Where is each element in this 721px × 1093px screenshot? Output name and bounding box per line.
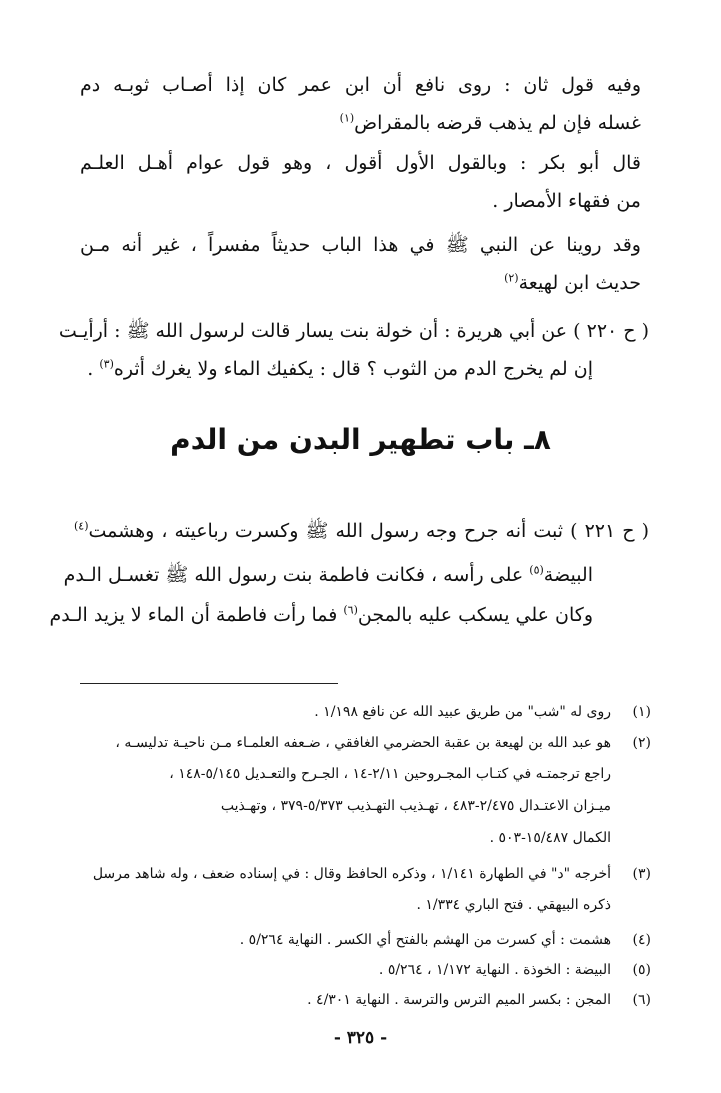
footnote-ref-4[interactable]: (٤) xyxy=(74,519,89,533)
body-line-1 xyxy=(80,70,641,100)
footnote-ref-2[interactable]: (٢) xyxy=(504,271,519,285)
body-line-5-text: وقد روينا عن النبي ﷺ في هذا الباب حديثاً مفسراً ، غير أنه مـن xyxy=(80,234,641,256)
body-line-3 xyxy=(80,148,641,178)
footnote-2-text-line-1: هو عبد الله بن لهيعة بن عقبة الحضرمي الغافقي ، ضـعفه العلمـاء مـن ناحيـة تدليسـه ، xyxy=(115,735,611,751)
footnote-1-text: روى له "شب" من طريق عبيد الله عن نافع ١/١٩٨ . xyxy=(314,704,611,720)
footnote-2-line-2: راجع ترجمتـه في كتـاب المجـروحين ٢/١١-١٤ ، الجـرح والتعـديل ٥/١٤٥-١٤٨ ، xyxy=(169,766,611,782)
footnote-5-text: البيضة : الخوذة . النهاية ١/١٧٢ ، ٥/٢٦٤ . xyxy=(378,962,611,978)
body-line-9 xyxy=(74,516,649,546)
footnote-3-line-2: ذكره البيهقي . فتح الباري ١/٣٣٤ . xyxy=(416,897,611,913)
footnote-1-number: (١) xyxy=(632,704,651,720)
footnote-3-number: (٣) xyxy=(632,866,651,882)
footnote-separator xyxy=(80,683,338,684)
footnote-2-line-4: الكمال ١٥/٤٨٧-٥٠٣ . xyxy=(489,830,611,846)
body-line-11 xyxy=(49,600,593,630)
body-line-10-pre: البيضة xyxy=(543,564,593,586)
footnote-5 xyxy=(72,958,651,982)
body-line-10-text: على رأسه ، فكانت فاطمة بنت رسول الله ﷺ تغسـل الـدم xyxy=(63,564,530,586)
footnote-ref-5[interactable]: (٥) xyxy=(529,563,544,577)
footnote-3 xyxy=(72,862,651,886)
footnote-ref-1[interactable]: (١) xyxy=(339,111,355,125)
body-line-8-text: إن لم يخرج الدم من الثوب ؟ قال : يكفيك الماء ولا يغرك أثره xyxy=(113,358,593,380)
chapter-heading: ٨ـ باب تطهير البدن من الدم xyxy=(170,423,551,456)
body-line-8 xyxy=(80,354,593,384)
footnote-2 xyxy=(72,731,651,755)
body-line-7-text: ( ح ٢٢٠ ) عن أبي هريرة : أن خولة بنت يسار قالت لرسول الله ﷺ : أرأيـت xyxy=(58,320,649,342)
footnote-6-text: المجن : بكسر الميم الترس والترسة . النهاية ٤/٣٠١ . xyxy=(307,992,611,1008)
body-line-1-text: وفيه قول ثان : روى نافع أن ابن عمر كان إذا أصـاب ثوبـه دم xyxy=(80,74,641,96)
footnote-2-line-3: ميـزان الاعتـدال ٢/٤٧٥-٤٨٣ ، تهـذيب التهـذيب ٥/٣٧٣-٣٧٩ ، وتهـذيب xyxy=(220,798,611,814)
body-line-4-text: من فقهاء الأمصار . xyxy=(492,190,641,212)
footnote-4-text: هشمت : أي كسرت من الهشم بالفتح أي الكسر . النهاية ٥/٢٦٤ . xyxy=(239,932,611,948)
page-number: - ٣٢٥ - xyxy=(333,1028,388,1048)
footnote-6-number: (٦) xyxy=(632,992,651,1008)
body-line-11-text: فما رأت فاطمة أن الماء لا يزيد الـدم xyxy=(49,604,344,626)
body-line-5 xyxy=(80,230,641,260)
body-line-2-text: غسله فإن لم يذهب قرضه بالمقراض xyxy=(354,112,641,134)
body-line-2 xyxy=(80,108,641,138)
footnote-ref-3[interactable]: (٣) xyxy=(99,357,114,371)
body-line-3-text: قال أبو بكر : وبالقول الأول أقول ، وهو قول عوام أهـل العلـم xyxy=(80,152,641,174)
footnote-6 xyxy=(72,988,651,1012)
body-line-6-text: حديث ابن لهيعة xyxy=(518,272,641,294)
footnote-1 xyxy=(72,700,651,724)
footnote-ref-6[interactable]: (٦) xyxy=(343,603,358,617)
body-line-10 xyxy=(63,560,593,590)
footnote-5-number: (٥) xyxy=(632,962,651,978)
body-line-8-tail: . xyxy=(87,358,100,380)
body-line-4 xyxy=(80,186,641,216)
footnote-4 xyxy=(72,928,651,952)
body-line-6 xyxy=(80,268,641,298)
body-line-7 xyxy=(58,316,649,346)
footnote-2-number: (٢) xyxy=(632,735,651,751)
footnote-4-number: (٤) xyxy=(632,932,651,948)
body-line-9-text: ( ح ٢٢١ ) ثبت أنه جرح وجه رسول الله ﷺ وكسرت رباعيته ، وهشمت xyxy=(88,520,649,542)
body-line-11-pre: وكان علي يسكب عليه بالمجن xyxy=(357,604,593,626)
footnote-3-text-line-1: أخرجه "د" في الطهارة ١/١٤١ ، وذكره الحافظ وقال : في إسناده ضعف ، وله شاهد مرسل xyxy=(92,866,611,882)
